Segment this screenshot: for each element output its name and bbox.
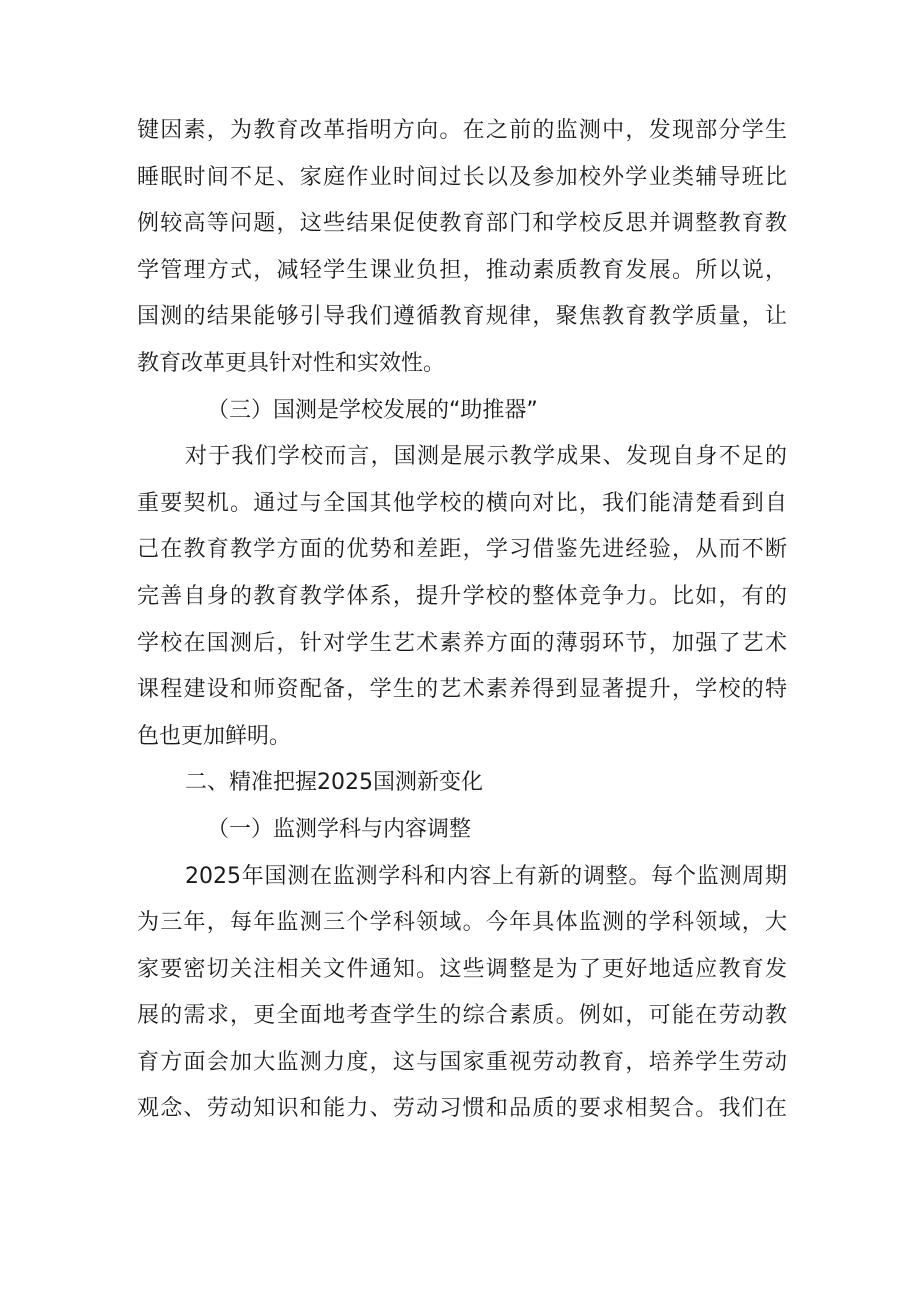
text-line: 二、精准把握2025国测新变化 xyxy=(185,770,483,796)
text-line: 育方面会加大监测力度，这与国家重视劳动教育，培养学生劳动 xyxy=(137,1049,787,1075)
text-line: 展的需求，更全面地考查学生的综合素质。例如，可能在劳动教 xyxy=(137,1003,787,1029)
text-line: 重要契机。通过与全国其他学校的横向对比，我们能清楚看到自 xyxy=(137,490,787,516)
text-line: 例较高等问题，这些结果促使教育部门和学校反思并调整教育教 xyxy=(137,211,787,237)
document-body xyxy=(137,108,787,1133)
text-line: 为三年，每年监测三个学科领域。今年具体监测的学科领域，大 xyxy=(137,910,787,936)
text-line: 睡眠时间不足、家庭作业时间过长以及参加校外学业类辅导班比 xyxy=(137,164,787,190)
text-line: （一）监测学科与内容调整 xyxy=(207,816,472,842)
text-line: （三）国测是学校发展的“助推器” xyxy=(207,397,538,423)
text-line: 色也更加鲜明。 xyxy=(137,723,292,749)
text-line: 学管理方式，减轻学生课业负担，推动素质教育发展。所以说， xyxy=(137,257,787,283)
text-line: 学校在国测后，针对学生艺术素养方面的薄弱环节，加强了艺术 xyxy=(137,630,787,656)
text-line: 教育改革更具针对性和实效性。 xyxy=(137,350,446,376)
text-line: 观念、劳动知识和能力、劳动习惯和品质的要求相契合。我们在 xyxy=(137,1096,787,1122)
text-line: 2025年国测在监测学科和内容上有新的调整。每个监测周期 xyxy=(185,863,787,889)
text-line: 家要密切关注相关文件通知。这些调整是为了更好地适应教育发 xyxy=(137,956,787,982)
text-line: 对于我们学校而言，国测是展示教学成果、发现自身不足的 xyxy=(185,444,787,470)
text-line: 国测的结果能够引导我们遵循教育规律，聚焦教育教学质量，让 xyxy=(137,304,787,330)
text-line: 课程建设和师资配备，学生的艺术素养得到显著提升，学校的特 xyxy=(137,677,787,703)
text-line: 完善自身的教育教学体系，提升学校的整体竞争力。比如，有的 xyxy=(137,583,787,609)
text-line: 键因素，为教育改革指明方向。在之前的监测中，发现部分学生 xyxy=(137,118,787,143)
text-line: 己在教育教学方面的优势和差距，学习借鉴先进经验，从而不断 xyxy=(137,537,787,563)
